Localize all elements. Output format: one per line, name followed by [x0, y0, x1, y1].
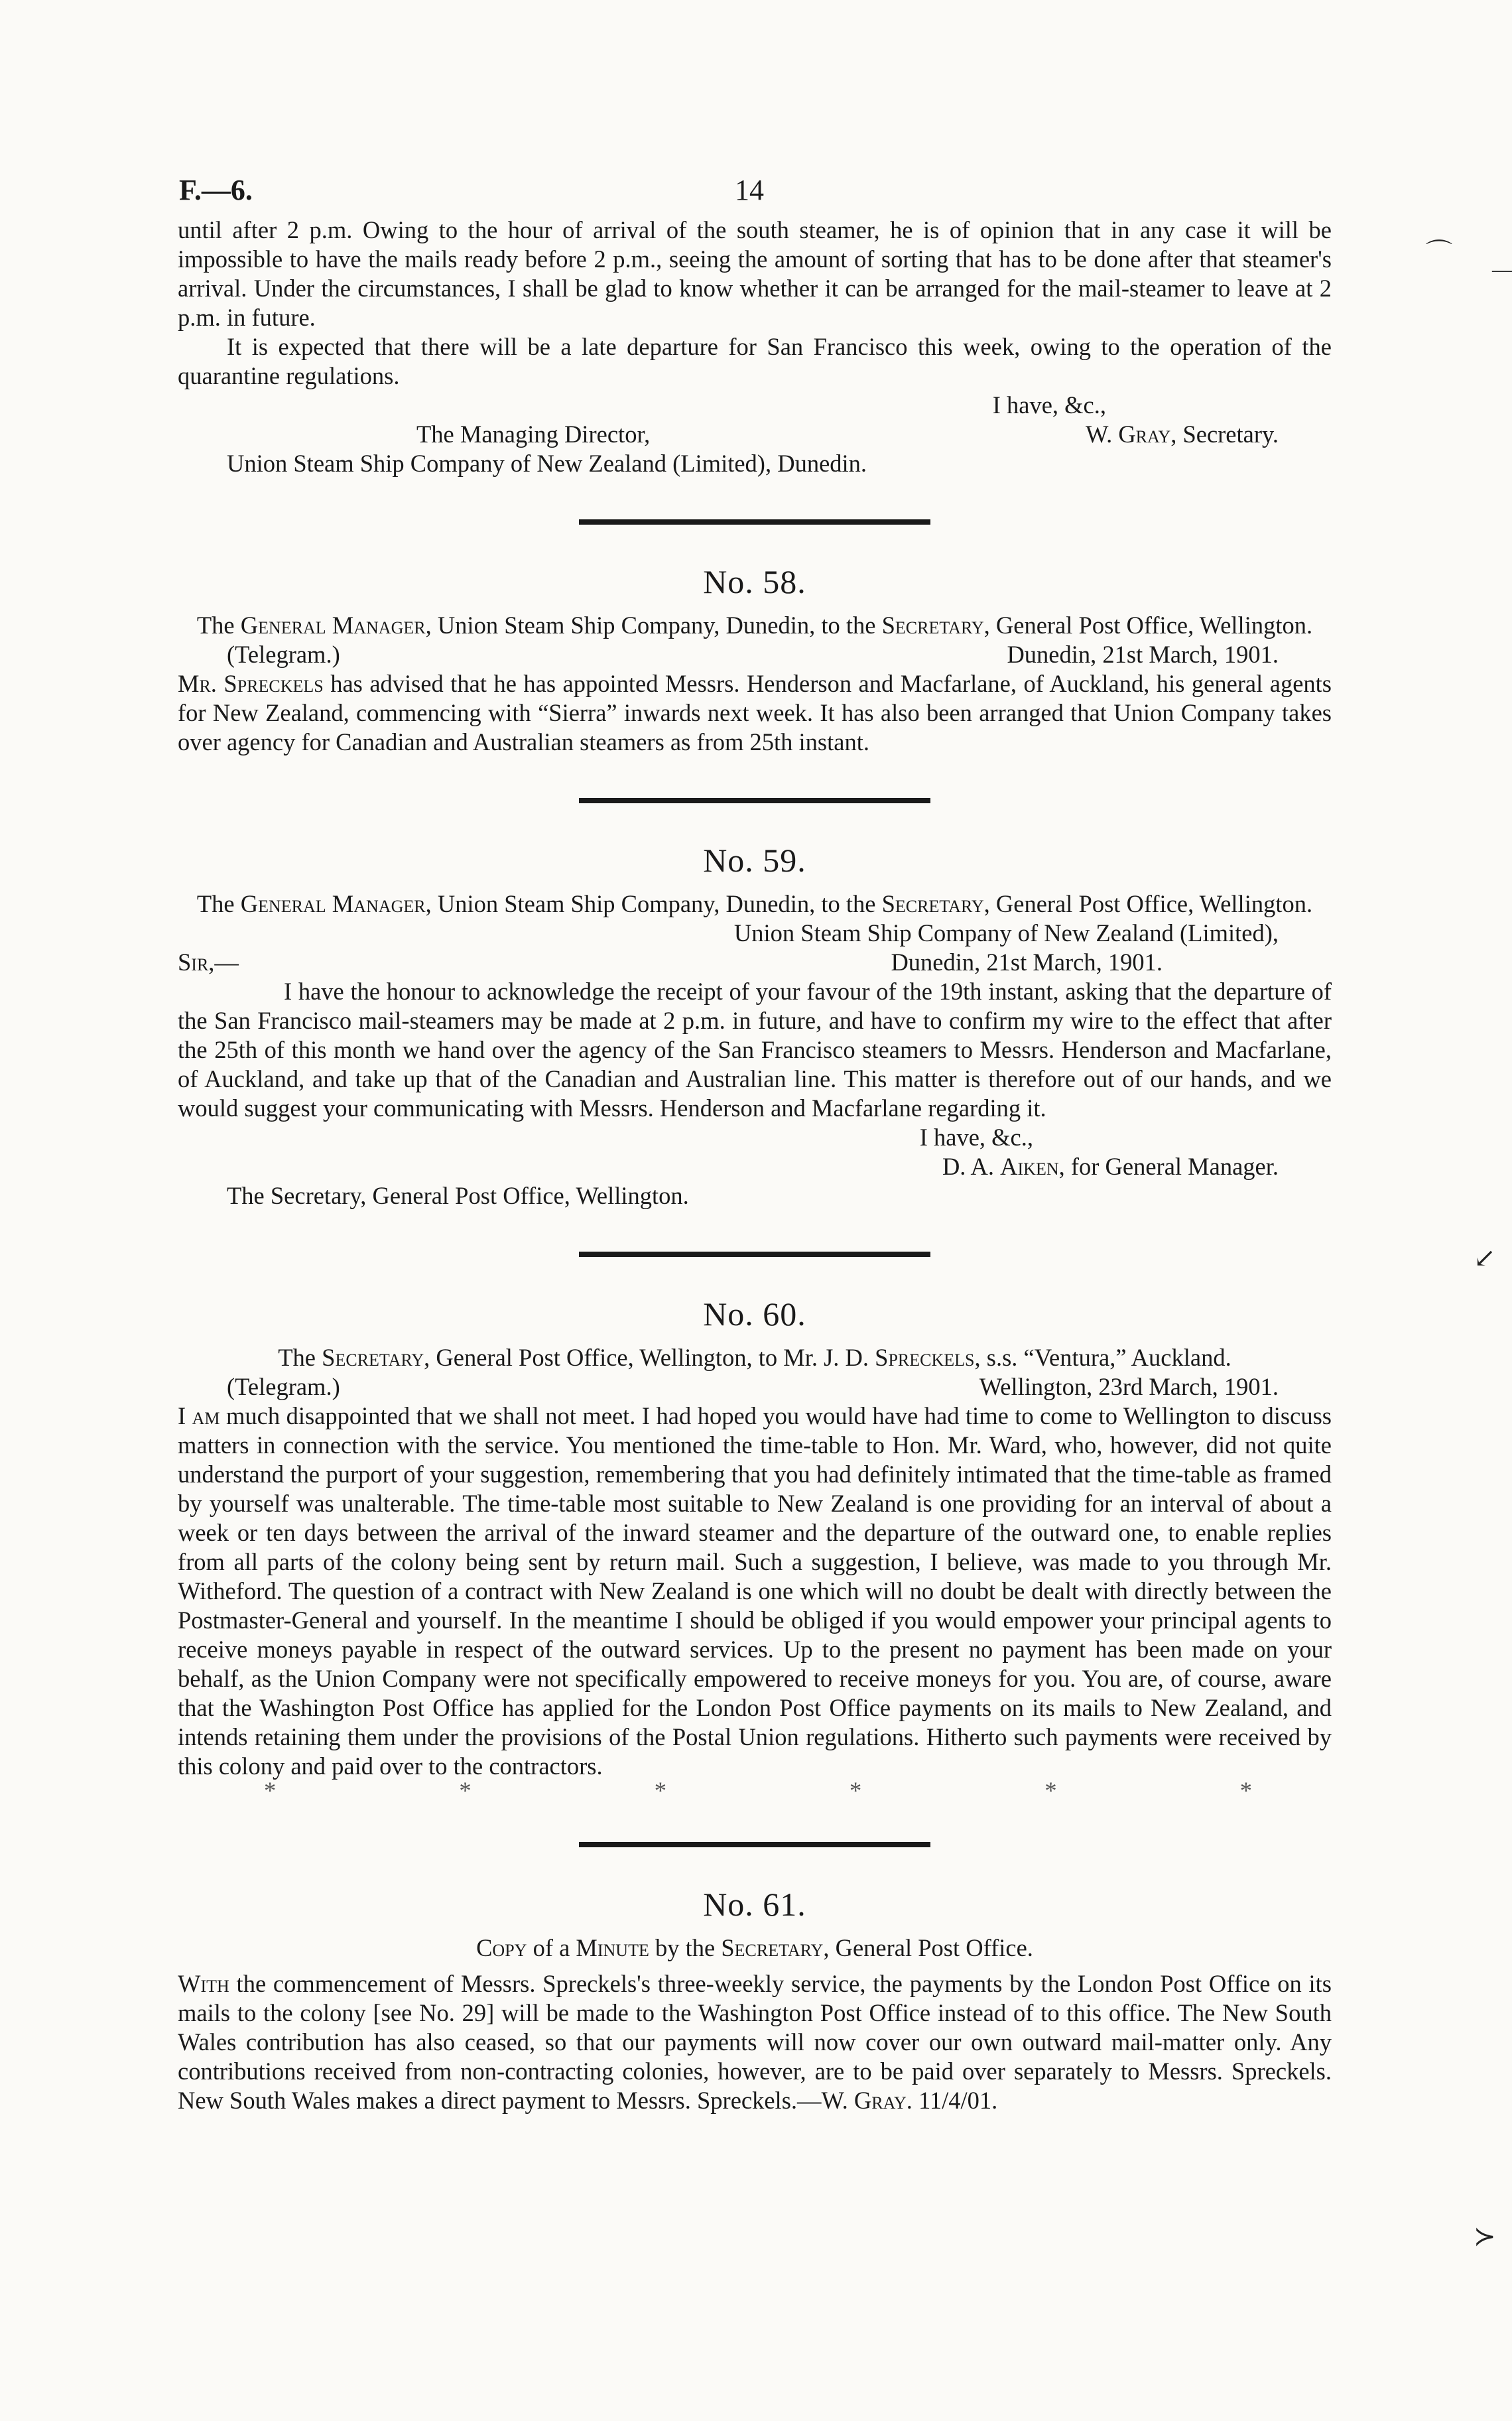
paragraph	[178, 1969, 1332, 2115]
page-header	[178, 169, 1332, 216]
letter-number: No. 61.	[703, 1886, 806, 1923]
body-text: much disappointed that we shall not meet. I had hoped you would have had time to come to Wellington to discuss matters in connection with the service. You mentioned the time-table to Hon. Mr. Ward, who, however, did not quite understand the purport of your suggestion, remembering that you had definitely intimated that the time-table as framed by yourself was unalterable. The time-table most suitable to New Zealand is one providing for an interval of about a week or ten days between the arrival of the inward steamer and the departure of the outward one, to enable replies from all parts of the colony being sent by return mail. Such a suggestion, I believe, was made to you through Mr. Witheford. The question of a contract with New Zealand is one which will no doubt be dealt with directly between the Postmaster-General and yourself. In the meantime I should be obliged if you would empower your principal agents to receive moneys payable in respect of the outward services. Up to the present no payment has been made on your behalf, as the Union Company were not specifically empowered to receive moneys for you. You are, of course, aware that the Washington Post Office has applied for the London Post Office payments on its mails to New Zealand, and intends retaining them under the provisions of the Postal Union regulations. Hitherto such payments were received by this colony and paid over to the contractors.	[178, 1402, 1332, 1780]
continued-letter	[178, 216, 1332, 478]
signatory-name: W. Gray	[821, 2087, 907, 2114]
letter-heading	[178, 1343, 1332, 1372]
margin-mark: ↙	[1474, 1243, 1496, 1273]
heading-part: , General Post Office, Wellington, to Mr. J. D.	[424, 1344, 875, 1371]
sender: General Manager	[240, 890, 426, 917]
section-divider	[579, 519, 930, 525]
heading-part: Minute	[576, 1934, 649, 1961]
sender: Secretary	[322, 1344, 424, 1371]
letter-number: No. 58.	[703, 563, 806, 600]
heading-part: by the	[649, 1934, 722, 1961]
sender: General Manager	[240, 612, 426, 639]
heading-part: , Union Steam Ship Company, Dunedin, to the	[425, 890, 882, 917]
margin-mark: —	[1492, 259, 1512, 281]
salutation-line	[178, 948, 1332, 977]
heading-part: , General Post Office, Wellington.	[983, 890, 1313, 917]
telegram-label: (Telegram.)	[227, 1373, 340, 1400]
document-page	[178, 169, 1332, 2115]
telegram-line	[178, 640, 1332, 669]
lead-words: I am	[178, 1402, 220, 1429]
heading-part: , s.s. “Ventura,” Auckland.	[974, 1344, 1231, 1371]
addressee: The Secretary, General Post Office, Wellington.	[227, 1182, 689, 1209]
heading-part: , General Post Office.	[823, 1934, 1033, 1961]
section-divider	[579, 798, 930, 803]
body-text: the commencement of Messrs. Spreckels's three-weekly service, the payments by the London Post Office on its mails to the colony [see No. 29] will be made to the Washington Post Office instead of to this office. The New South Wales contribution has also ceased, so that our payments will now cover our own outward mail-matter only. Any contributions received from non-contracting colonies, however, are to be paid over separately to Messrs. Spreckels. New South Wales makes a direct payment to Messrs. Spreckels.—	[178, 1970, 1332, 2114]
signature-line	[178, 420, 1332, 449]
heading-part: The	[196, 890, 241, 917]
heading-part: The	[278, 1344, 322, 1371]
section-divider	[579, 1842, 930, 1847]
letter-heading	[178, 889, 1332, 919]
recipient: Secretary	[881, 890, 984, 917]
date: Dunedin, 21st March, 1901.	[891, 949, 1163, 976]
signature	[178, 1152, 1332, 1181]
signatory-initials: D. A.	[942, 1153, 1001, 1180]
paragraph: until after 2 p.m. Owing to the hour of arrival of the south steamer, he is of opinion that in any case it will be impossible to have the mails ready before 2 p.m., seeing the amount of sorting that has to be done after that steamer's arrival. Under the circumstances, I shall be glad to know whether it can be arranged for the mail-steamer to leave at 2 p.m. in future.	[178, 216, 1332, 331]
document-reference: F.—6.	[179, 174, 253, 206]
company-address: Union Steam Ship Company of New Zealand (Limited), Dunedin.	[227, 450, 867, 477]
heading-part: Copy	[476, 1934, 527, 1961]
sender-address: Union Steam Ship Company of New Zealand (Limited),	[733, 919, 1279, 947]
addressee: The Managing Director,	[416, 421, 651, 448]
heading-part: The	[196, 612, 241, 639]
section-divider	[579, 1252, 930, 1257]
closing: I have, &c.,	[919, 1124, 1033, 1151]
lead-words: Mr. Spreckels	[178, 670, 324, 697]
heading-part: , Union Steam Ship Company, Dunedin, to the	[425, 612, 882, 639]
letter-number: No. 60.	[703, 1295, 806, 1333]
minute-heading	[178, 1933, 1332, 1963]
signatory-role: , Secretary.	[1170, 421, 1279, 448]
margin-mark: ≻	[1474, 2221, 1496, 2251]
star: *	[1044, 1777, 1057, 1804]
signatory-role: , for General Manager.	[1058, 1153, 1279, 1180]
ellipsis-stars	[178, 1777, 1332, 1804]
lead-words: With	[178, 1970, 229, 1997]
letter-no-60	[178, 1294, 1332, 1804]
paragraph	[178, 1402, 1332, 1781]
letter-no-61	[178, 1884, 1332, 2115]
heading-part: Secretary	[721, 1934, 824, 1961]
body-text: has advised that he has appointed Messrs. Henderson and Macfarlane, of Auckland, his general agents for New Zealand, commencing with “Sierra” inwards next week. It has also been arranged that Union Company takes over agency for Canadian and Australian steamers as from 25th instant.	[178, 670, 1332, 755]
date: Dunedin, 21st March, 1901.	[1007, 641, 1279, 668]
star: *	[459, 1777, 472, 1804]
minute-date: . 11/4/01.	[906, 2087, 998, 2114]
closing: I have, &c.,	[992, 391, 1106, 419]
star: *	[850, 1777, 862, 1804]
letter-no-59	[178, 840, 1332, 1210]
telegram-line	[178, 1372, 1332, 1402]
signature	[1086, 420, 1279, 449]
margin-mark: ⌒	[1426, 238, 1452, 268]
recipient: Secretary	[881, 612, 984, 639]
paragraph: I have the honour to acknowledge the receipt of your favour of the 19th instant, asking that the departure of the San Francisco mail-steamers may be made at 2 p.m. in future, and have to confirm my wire to the effect that after the 25th of this month we hand over the agency of the San Francisco steamers to Messrs. Henderson and Macfarlane, of Auckland, and take up that of the Canadian and Australian line. This matter is therefore out of our hands, and we would suggest your communicating with Messrs. Henderson and Macfarlane regarding it.	[178, 978, 1332, 1122]
paragraph	[178, 669, 1332, 757]
recipient: Spreckels	[875, 1344, 975, 1371]
signatory-name: Aiken	[1000, 1153, 1059, 1180]
star: *	[264, 1777, 277, 1804]
page-number: 14	[735, 174, 764, 206]
date: Wellington, 23rd March, 1901.	[979, 1373, 1279, 1400]
telegram-label: (Telegram.)	[227, 641, 340, 668]
star: *	[1239, 1777, 1252, 1804]
letter-heading	[178, 611, 1332, 640]
star: *	[654, 1777, 666, 1804]
paragraph: It is expected that there will be a late departure for San Francisco this week, owing to the operation of the quarantine regulations.	[178, 333, 1332, 389]
signatory-name: W. Gray	[1085, 421, 1171, 448]
heading-part: of a	[527, 1934, 576, 1961]
salutation: Sir,—	[178, 949, 239, 976]
heading-part: , General Post Office, Wellington.	[983, 612, 1313, 639]
letter-number: No. 59.	[703, 842, 806, 879]
letter-no-58	[178, 562, 1332, 757]
